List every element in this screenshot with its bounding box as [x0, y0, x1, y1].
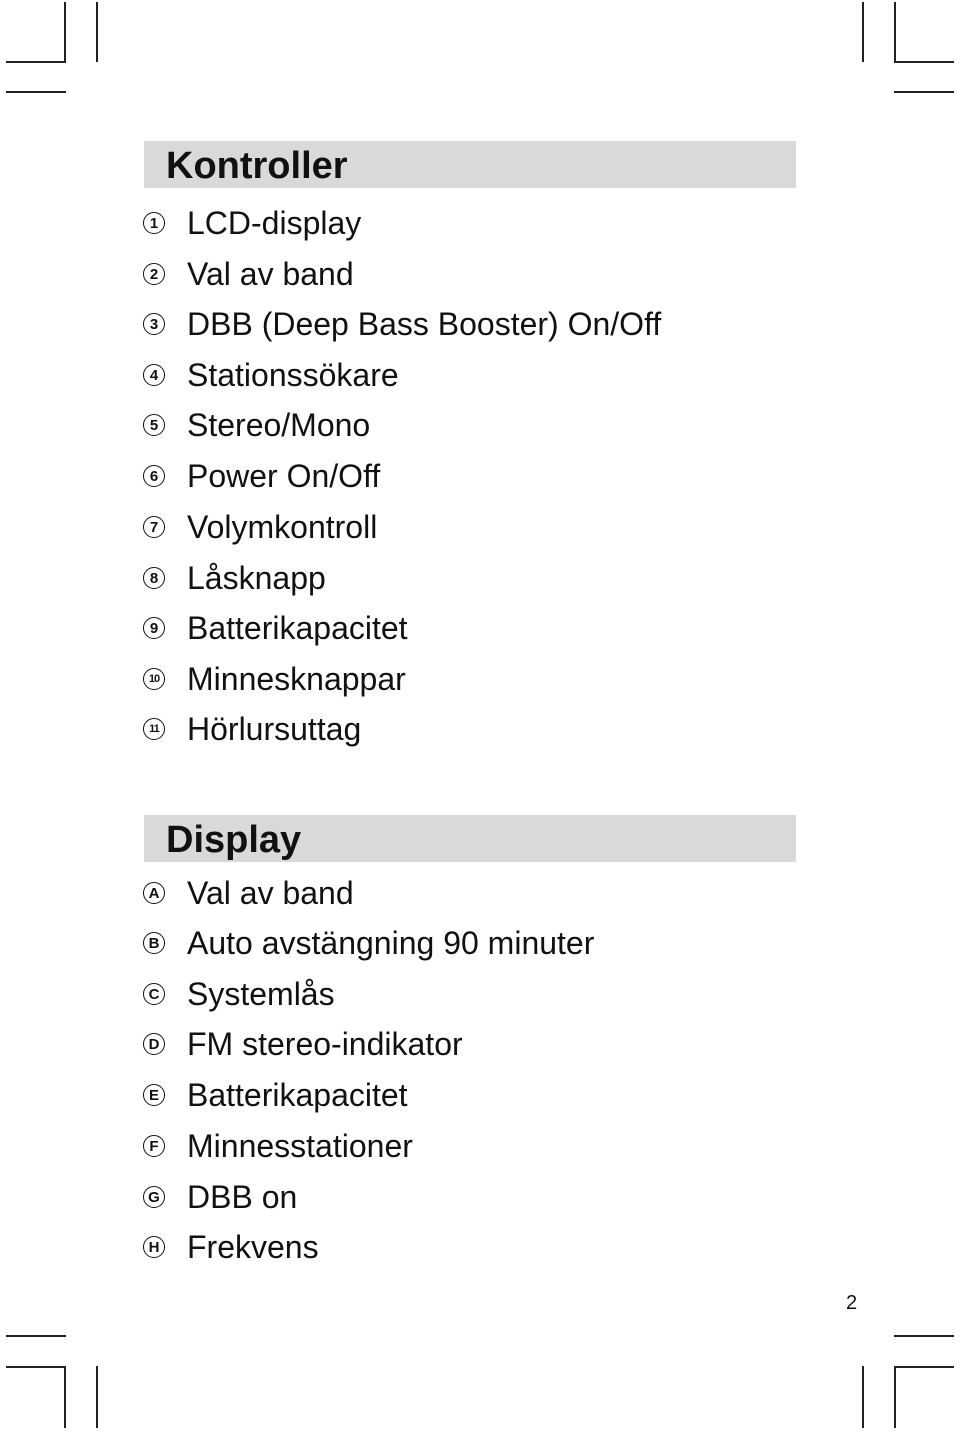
item-label: DBB on — [187, 1179, 298, 1215]
display-header — [144, 815, 796, 862]
list-item — [143, 972, 335, 1016]
item-label: Systemlås — [187, 976, 335, 1012]
crop-mark — [6, 1366, 66, 1368]
list-item — [143, 606, 408, 650]
item-label: Låsknapp — [187, 560, 326, 596]
item-marker: F — [143, 1135, 165, 1157]
list-item — [143, 1022, 463, 1066]
item-label: Val av band — [187, 256, 354, 292]
list-item — [143, 505, 377, 549]
item-marker: D — [143, 1033, 165, 1055]
crop-mark — [894, 1335, 954, 1337]
kontroller-header — [144, 141, 796, 188]
item-label: Auto avstängning 90 minuter — [187, 925, 595, 961]
item-label: DBB (Deep Bass Booster) On/Off — [187, 306, 662, 342]
list-item — [143, 353, 399, 397]
crop-mark — [6, 1335, 66, 1337]
crop-mark — [64, 1366, 66, 1428]
crop-mark — [894, 1366, 896, 1428]
item-marker: G — [143, 1186, 165, 1208]
display-title: Display — [166, 819, 302, 861]
list-item — [143, 556, 326, 600]
item-label: Batterikapacitet — [187, 1077, 408, 1113]
list-item — [143, 252, 354, 296]
item-label: Stereo/Mono — [187, 407, 371, 443]
item-marker: H — [143, 1236, 165, 1258]
item-marker: A — [143, 882, 165, 904]
list-item — [143, 403, 370, 447]
item-label: Hörlursuttag — [187, 711, 362, 747]
item-label: Batterikapacitet — [187, 610, 408, 646]
item-marker: 5 — [143, 414, 165, 436]
crop-mark — [64, 2, 66, 62]
list-item — [143, 657, 406, 701]
item-marker: E — [143, 1084, 165, 1106]
crop-mark — [862, 1366, 864, 1428]
item-label: Power On/Off — [187, 458, 381, 494]
item-label: Stationssökare — [187, 357, 399, 393]
list-item — [143, 707, 361, 751]
item-label: LCD-display — [187, 205, 362, 241]
item-marker: 2 — [143, 263, 165, 285]
item-label: Val av band — [187, 875, 354, 911]
crop-mark — [894, 2, 896, 62]
list-item — [143, 1225, 319, 1269]
list-item — [143, 1124, 413, 1168]
item-label: Volymkontroll — [187, 509, 378, 545]
item-marker: 10 — [143, 668, 165, 690]
item-marker: 1 — [143, 212, 165, 234]
crop-mark — [6, 61, 66, 63]
list-item — [143, 302, 661, 346]
item-marker: 7 — [143, 516, 165, 538]
item-marker: 6 — [143, 465, 165, 487]
item-marker: B — [143, 932, 165, 954]
list-item — [143, 871, 354, 915]
crop-mark — [6, 91, 66, 93]
crop-mark — [96, 2, 98, 62]
list-item — [143, 201, 361, 245]
item-marker: 8 — [143, 567, 165, 589]
item-marker: 9 — [143, 617, 165, 639]
item-label: Minnesstationer — [187, 1128, 413, 1164]
item-marker: C — [143, 983, 165, 1005]
item-label: Minnesknappar — [187, 661, 406, 697]
list-item — [143, 921, 594, 965]
crop-mark — [894, 61, 954, 63]
item-marker: 3 — [143, 313, 165, 335]
crop-mark — [894, 1366, 954, 1368]
list-item — [143, 1073, 408, 1117]
item-label: FM stereo-indikator — [187, 1026, 463, 1062]
kontroller-title: Kontroller — [166, 145, 348, 187]
item-marker: 4 — [143, 364, 165, 386]
crop-mark — [862, 2, 864, 62]
list-item — [143, 454, 380, 498]
item-label: Frekvens — [187, 1229, 319, 1265]
list-item — [143, 1175, 297, 1219]
crop-mark — [96, 1366, 98, 1428]
crop-mark — [894, 91, 954, 93]
item-marker: 11 — [143, 718, 165, 740]
page-number: 2 — [846, 1292, 858, 1314]
